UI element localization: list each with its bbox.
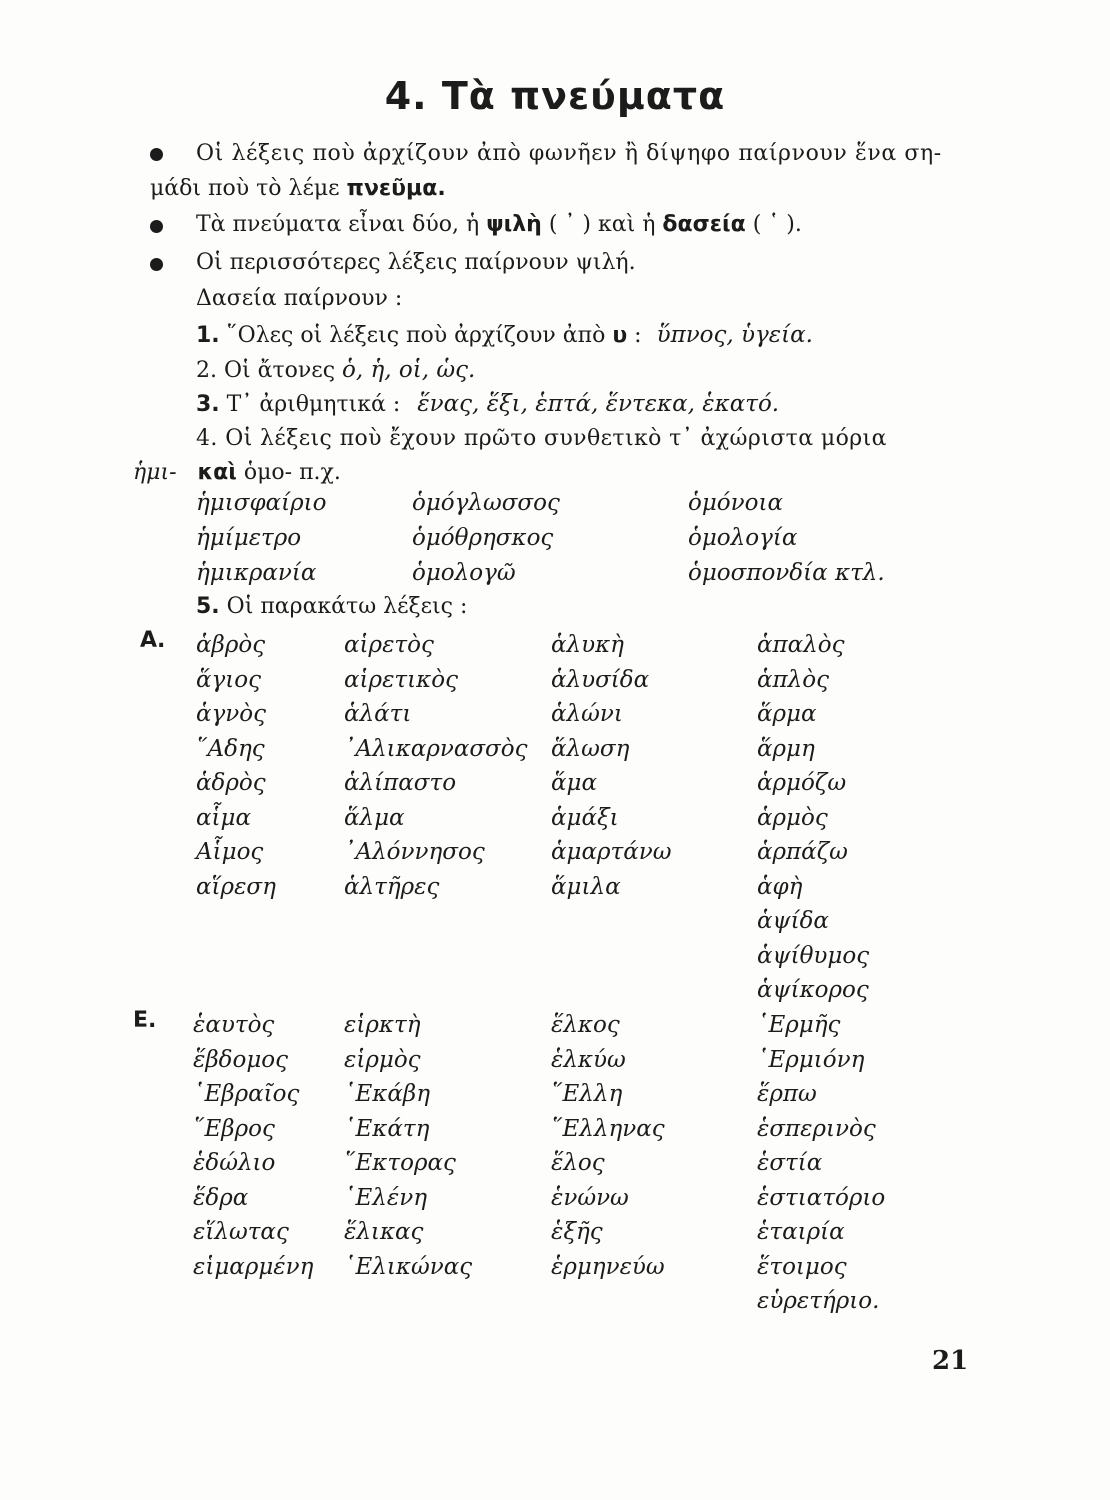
word: ᾿Αλόννησος xyxy=(344,839,485,865)
word: ῾Ερμιόνη xyxy=(757,1046,865,1073)
word: ἕλος xyxy=(551,1150,605,1176)
rule-1-letter: υ xyxy=(612,323,628,348)
word: ᾿Αλικαρνασσὸς xyxy=(344,735,528,762)
term-pneuma: πνεῦμα. xyxy=(346,176,446,201)
word: ἑσπερινὸς xyxy=(757,1115,876,1142)
rule-2-text: Οἱ ἄτονες xyxy=(224,358,336,383)
term-psili: ψιλὴ xyxy=(486,212,542,237)
word: ἁλώνι xyxy=(551,701,623,727)
word: ἅγιος xyxy=(196,666,262,693)
word: αἵρεση xyxy=(196,873,276,900)
rule-2-number: 2. xyxy=(196,358,217,383)
compound-word: ἡμισφαίριο xyxy=(196,490,327,516)
word: ἁμαρτάνω xyxy=(551,839,672,865)
compound-word: ἡμικρανία xyxy=(196,560,317,586)
rule-3-examples: ἕνας, ἕξι, ἑπτά, ἕντεκα, ἑκατό. xyxy=(417,391,780,417)
word: ἅμα xyxy=(551,770,598,796)
word: ἁδρὸς xyxy=(196,770,266,796)
word: εἱμαρμένη xyxy=(193,1253,314,1280)
rule-1-number: 1. xyxy=(196,323,220,348)
intro-line-3-text: Τὰ πνεύματα εἶναι δύο, ἡ xyxy=(196,212,480,237)
rule-3 xyxy=(196,391,779,417)
word: ἑδώλιο xyxy=(193,1150,276,1176)
word: ῾Ελένη xyxy=(344,1184,427,1211)
rule-4-number: 4. xyxy=(196,426,218,451)
word: ῞Εβρος xyxy=(193,1115,275,1142)
word: ἅρμη xyxy=(757,735,815,762)
intro-line-2 xyxy=(150,176,446,201)
compound-word: ὁμολογῶ xyxy=(412,560,516,586)
rule-3-number: 3. xyxy=(196,392,220,417)
word: ἁλίπαστο xyxy=(344,770,457,796)
word: ἁψίδα xyxy=(757,908,829,934)
rule-5-number: 5. xyxy=(196,594,220,619)
intro-line-1: Οἱ λέξεις ποὺ ἀρχίζουν ἀπὸ φωνῆεν ἢ δίψηφο παίρνουν ἕνα ση- xyxy=(196,141,942,166)
word: ἁλάτι xyxy=(344,701,412,727)
word: ἁφὴ xyxy=(757,873,803,900)
rule-1-colon: : xyxy=(634,323,642,348)
word: ἑταιρία xyxy=(757,1219,845,1245)
rule-4-text: Οἱ λέξεις ποὺ ἔχουν πρῶτο συνθετικὸ τ᾿ ἀχώριστα μόρια xyxy=(225,426,887,451)
word: αἱρετὸς xyxy=(344,632,434,658)
group-e-col-4 xyxy=(757,1008,885,1319)
intro-line-5: Δασεία παίρνουν : xyxy=(196,286,403,311)
page-number: 21 xyxy=(932,1346,969,1376)
word: ἁβρὸς xyxy=(196,632,266,658)
word: ἑστία xyxy=(757,1150,823,1176)
word: ἑρμηνεύω xyxy=(551,1253,665,1280)
word: ἅλωση xyxy=(551,735,630,762)
group-a-col-2 xyxy=(344,628,527,904)
word: ἁλυσίδα xyxy=(551,666,650,693)
word: αἷμα xyxy=(196,804,252,831)
bullet-icon xyxy=(150,220,163,233)
word: εἱρμὸς xyxy=(344,1046,421,1073)
prefix-homo: ὁμο- π.χ. xyxy=(243,460,341,485)
intro-line-3-end: ( ῾ ). xyxy=(752,212,802,237)
term-daseia: δασεία xyxy=(662,212,746,237)
word: ἑλκύω xyxy=(551,1046,626,1073)
word: ῞Αδης xyxy=(196,735,265,762)
intro-line-3-mid: ( ᾿ ) καὶ ἡ xyxy=(548,212,656,237)
word: ἑστιατόριο xyxy=(757,1184,886,1211)
compound-word: ἡμίμετρο xyxy=(196,525,302,551)
word: εἱρκτὴ xyxy=(344,1012,421,1038)
word: ἕλκος xyxy=(551,1012,620,1038)
group-e-letter: Ε. xyxy=(133,1008,157,1033)
word: ἁπλὸς xyxy=(757,666,829,693)
rule-4 xyxy=(196,426,887,451)
word: ῞Ελληνας xyxy=(551,1115,665,1142)
rule-5 xyxy=(196,594,467,619)
compound-word: ὁμόγλωσσος xyxy=(412,490,560,516)
word: ἅλμα xyxy=(344,804,405,831)
word: ἁλυκὴ xyxy=(551,632,624,658)
word: ῾Εκάτη xyxy=(344,1115,430,1142)
word: ἕβδομος xyxy=(193,1046,289,1073)
word: ῾Ερμῆς xyxy=(757,1012,841,1038)
word: ἕρπω xyxy=(757,1081,817,1107)
word: ἁψίκορος xyxy=(757,977,869,1003)
rule-4-line-2 xyxy=(133,460,341,485)
rule-1-text: ῞Ολες οἱ λέξεις ποὺ ἀρχίζουν ἀπὸ xyxy=(226,323,606,348)
word: ῾Ελικώνας xyxy=(344,1253,473,1280)
group-a-col-4 xyxy=(757,628,869,1008)
word: ἁμάξι xyxy=(551,804,619,831)
word: ῞Ελλη xyxy=(551,1081,623,1107)
section-title: 4. Τὰ πνεύματα xyxy=(384,74,726,118)
rule-1-examples: ὕπνος, ὑγεία. xyxy=(656,322,813,348)
prefix-hemi: ἡμι- xyxy=(133,460,177,485)
word: αἱρετικὸς xyxy=(344,666,458,693)
group-e-col-2 xyxy=(344,1008,472,1284)
bullet-icon xyxy=(150,148,163,161)
word: ἁρμὸς xyxy=(757,804,828,831)
rule-4-and: καὶ xyxy=(197,460,237,485)
word: ἁψίθυμος xyxy=(757,942,870,969)
compound-word: ὁμόνοια xyxy=(688,490,784,516)
word: εἵλωτας xyxy=(193,1219,289,1245)
rule-2 xyxy=(196,357,475,383)
rule-3-text: Τ᾿ ἀριθμητικά : xyxy=(226,392,401,417)
word: ἕδρα xyxy=(193,1184,249,1211)
compound-word: ὁμόθρησκος xyxy=(412,525,554,551)
word: ἕτοιμος xyxy=(757,1253,847,1280)
group-e-col-1 xyxy=(193,1008,313,1284)
rule-1 xyxy=(196,322,813,348)
word: ἑαυτὸς xyxy=(193,1012,275,1038)
word: ῾Εβραῖος xyxy=(193,1081,300,1107)
word: ἑνώνω xyxy=(551,1184,629,1211)
word: ἕλικας xyxy=(344,1219,424,1245)
word: ἁρμόζω xyxy=(757,770,847,796)
compound-word: ὁμολογία xyxy=(688,525,798,551)
word: ῞Εκτορας xyxy=(344,1150,456,1176)
group-e-col-3 xyxy=(551,1008,665,1284)
word: Αἷμος xyxy=(196,839,264,865)
word: ῾Εκάβη xyxy=(344,1081,430,1107)
rule-5-text: Οἱ παρακάτω λέξεις : xyxy=(226,594,468,619)
group-a-letter: Α. xyxy=(140,628,166,653)
word: ἁρπάζω xyxy=(757,839,848,865)
intro-line-2-text: μάδι ποὺ τὸ λέμε xyxy=(150,176,340,201)
intro-line-3 xyxy=(196,212,802,237)
word: ἅρμα xyxy=(757,701,817,727)
word: ἅμιλα xyxy=(551,873,621,900)
word: εὑρετήριο. xyxy=(757,1288,880,1314)
intro-line-4: Οἱ περισσότερες λέξεις παίρνουν ψιλή. xyxy=(196,250,636,275)
rule-2-examples: ὁ, ἡ, οἱ, ὡς. xyxy=(342,357,476,383)
word: ἁπαλὸς xyxy=(757,632,845,658)
compound-word: ὁμοσπονδία κτλ. xyxy=(688,560,885,586)
group-a-col-3 xyxy=(551,628,672,904)
word: ἑξῆς xyxy=(551,1219,603,1245)
bullet-icon xyxy=(150,258,163,271)
word: ἁγνὸς xyxy=(196,701,266,727)
word: ἁλτῆρες xyxy=(344,873,440,900)
group-a-col-1 xyxy=(196,628,276,904)
